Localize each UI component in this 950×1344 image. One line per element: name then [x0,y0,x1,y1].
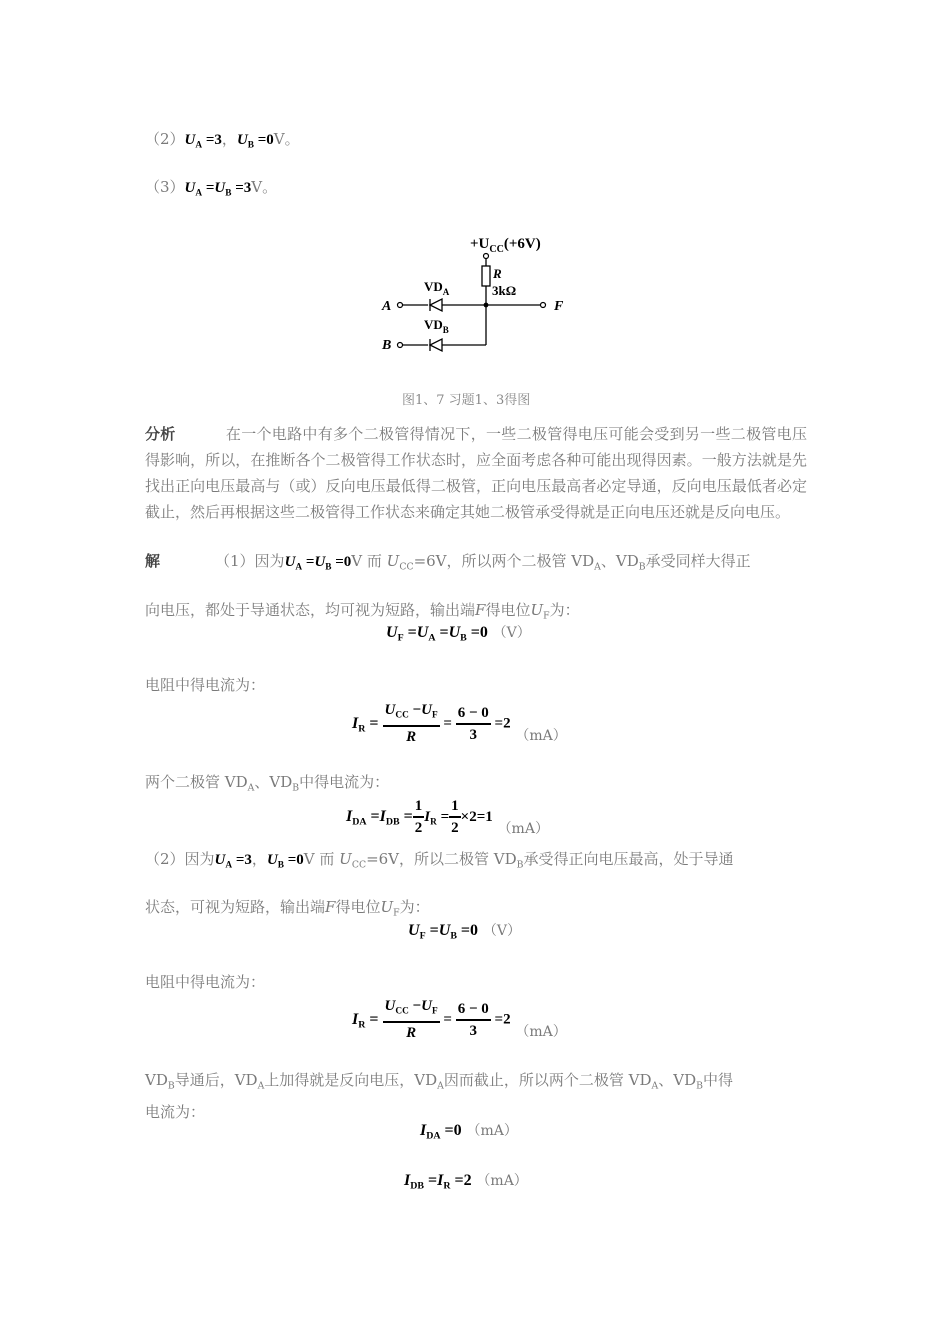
item-2: $(2)U_A =3$，$U_B =0V$。 [145,130,300,151]
equation-uf-1: $U_F =U_A =U_B =0$ （V） [386,624,531,644]
equation-ua-ub-0: $U_A =U_B =0$ [284,554,352,573]
item-2-label: （2） [145,130,185,148]
r-value: 3kΩ [492,283,517,298]
analysis-heading: 分析 [145,425,176,443]
unit: V。 [251,178,278,196]
node-a: A [382,299,392,314]
resistor [482,266,490,286]
figure-caption: 图1、7 习题1、3得图 [402,393,531,408]
equation-uf-2: $U_F =U_B =0$ （V） [408,922,521,942]
diode-vda [430,299,442,311]
current-r-label-1: 电阻中得电流为： [145,676,266,694]
solution-part-3: $VD_B$导通后，$VD_A$上加得就是反向电压，$VD_A$因而截止，所以两个二极管 $VD_A$、$VD_B$中得 电流为： [145,1071,733,1122]
equation-ua-3: $U_A =3$ [184,132,222,151]
unit: V。 [273,130,300,148]
vda-label: $VD_A$ [424,279,450,297]
current-r-label-2: 电阻中得电流为： [145,973,266,991]
analysis-text: 在一个电路中有多个二极管得情况下，一些二极管得电压可能会受到另一些二极管电压得影响，所以，在推断各个二极管得工作状态时，应全面考虑各种可能出现得因素。一般方法就是先找出正向电压最高与（或）反向电压最低得二极管，正向电压最高者必定导通，反向电压最低者必定截止，然后再根据这些二极管得工作状态来确定其她二极管承受得就是正向电压还就是反向电压。 [145,425,807,521]
analysis-paragraph [145,421,807,525]
vdb-label: $VD_B$ [424,317,449,335]
node-b: B [382,338,392,353]
equation-ir-2: $I_R$ = $\frac{U_{CC} -U_F}{R}$ = $\frac{6 - 0}{3}$ =2 （mA） [352,998,567,1042]
vcc-label: $+U_{CC}(+6V)$ [470,236,541,255]
item-3 [145,176,277,198]
equation-ua-ub-3: $U_A =U_B =3$ [184,180,252,199]
node-f: F [554,299,564,314]
solution-line-2: 向电压，都处于导通状态，均可视为短路，输出端F得电位$U_F$为： [145,601,580,622]
solution-heading: 解 [145,552,161,570]
equation-ir-1: $I_R$ = $\frac{U_{CC} -U_F}{R}$ = $\frac{6 - 0}{3}$ =2 （mA） [352,702,567,746]
equation-idb-ir-2: $I_{DB} =I_R =2$ （mA） [404,1172,528,1192]
circuit-diagram [370,228,590,358]
equation-ida-0: $I_{DA} =0$ （mA） [420,1122,518,1142]
diode-vdb [430,339,442,351]
r-label: R [493,266,502,281]
equation-ida-idb-1: $I_{DA} =I_{DB}$ = $\frac{1}{2}$ $I_R$ = $\frac{1}{2}$ ×2=1 （mA） [346,798,549,837]
solution-part-2-line-1: （2）因为$U_A =3$，$U_B =0V$ 而 $U_{CC}=6V$，所以二极管 $VD_B$承受得正向电压最高，处于导通 [145,850,734,871]
solution-line-1: 解 （1）因为$U_A =U_B =0V$ 而 $U_{CC}=6V$，所以两个二极管 $VD_A$、$VD_B$承受同样大得正 [145,552,751,573]
solution-part-2-line-2: 状态，可视为短路，输出端F得电位$U_F$为： [145,898,430,919]
equation-ub-0: $U_B =0$ [236,132,274,151]
current-two-label-1: 两个二极管 $VD_A$、$VD_B$中得电流为： [145,773,390,794]
item-3-label: （3） [145,178,185,196]
